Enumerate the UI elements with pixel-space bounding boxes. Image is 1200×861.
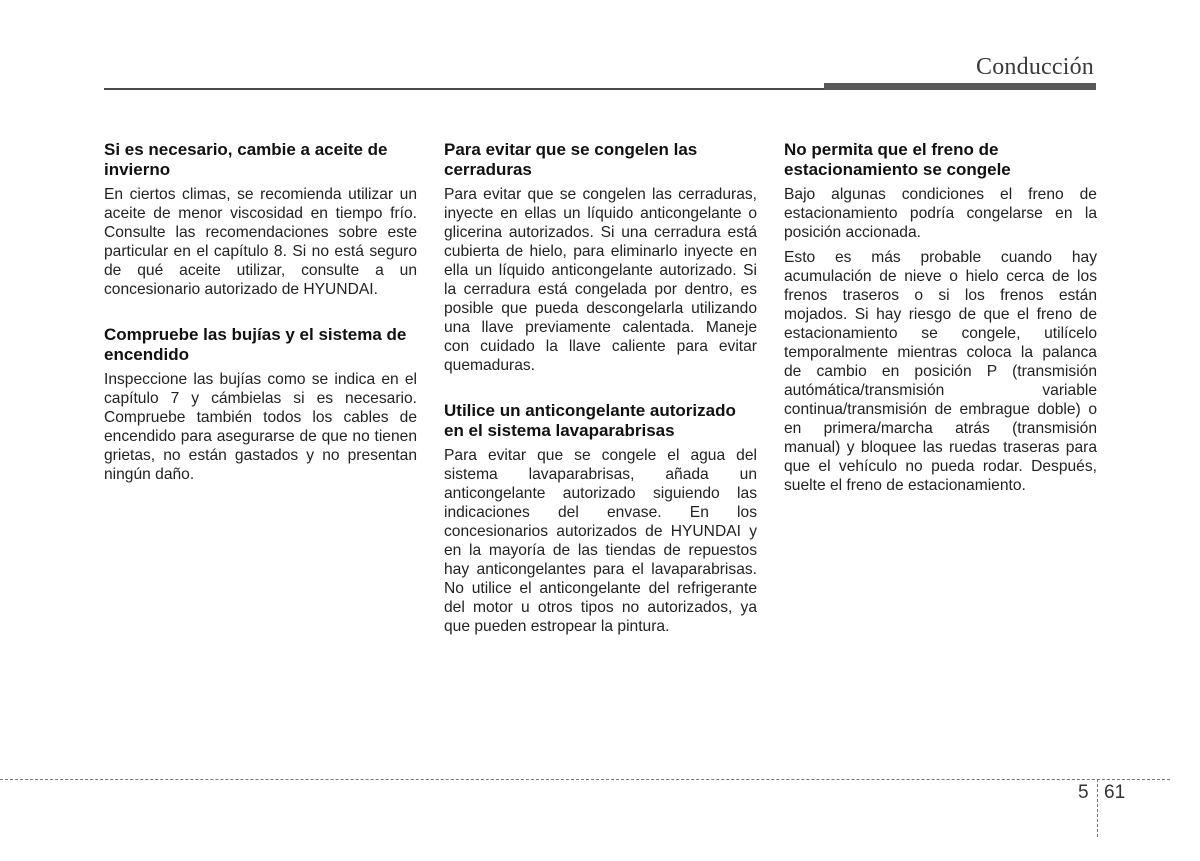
section-heading: Para evitar que se congelen las cerraduras	[444, 140, 698, 179]
section-spark-plugs	[104, 325, 417, 484]
section-frozen-locks	[444, 140, 757, 375]
footer-dashed-rule	[0, 779, 1170, 780]
section-heading: No permita que el freno de estacionamiento se congele	[784, 140, 1011, 179]
header-rule-thin	[104, 88, 824, 90]
header-title: Conducción	[976, 54, 1094, 80]
section-heading: Compruebe las bujías y el sistema de encendido	[104, 325, 407, 364]
section-paragraph: En ciertos climas, se recomienda utilizar un aceite de menor viscosidad en tiempo frío. Consulte las recomendaciones sobre este particular en el capítulo 8. Si no está seguro de qué aceite utilizar, consulte a un concesionario autorizado de HYUNDAI.	[104, 186, 417, 298]
section-heading: Si es necesario, cambie a aceite de invierno	[104, 140, 388, 179]
column-2	[444, 140, 757, 662]
section-paragraph: Esto es más probable cuando hay acumulación de nieve o hielo cerca de los frenos traseros o si los frenos están mojados. Si hay riesgo de que el freno de estacionamiento se congele, utilícelo temporalmente mientras coloca la palanca de cambio en posición P (transmisión autómática/transmisión variable continua/transmisión de embrague doble) o en primera/marcha atrás (transmisión manual) y bloquee las ruedas traseras para que el vehículo no pueda rodar. Después, suelte el freno de estacionamiento.	[784, 249, 1097, 494]
section-paragraph: Para evitar que se congele el agua del sistema lavaparabrisas, añada un anticongelante autorizado siguiendo las indicaciones del envase. En los concesionarios autorizados de HYUNDAI y en la mayoría de las tiendas de repuestos hay anticongelantes para el lavaparabrisas. No utilice el anticongelante del refrigerante del motor u otros tipos no autorizados, ya que pueden estropear la pintura.	[444, 447, 757, 635]
section-paragraph: Inspeccione las bujías como se indica en el capítulo 7 y cámbielas si es necesario. Compruebe también todos los cables de encendido para asegurarse de que no tienen grietas, no están gastados y no presentan ningún daño.	[104, 371, 417, 483]
section-paragraph: Bajo algunas condiciones el freno de estacionamiento podría congelarse en la posición accionada.	[784, 186, 1097, 241]
section-washer-antifreeze	[444, 401, 757, 636]
column-1	[104, 140, 417, 510]
header-rule-thick	[824, 83, 1096, 90]
section-heading: Utilice un anticongelante autorizado en el sistema lavaparabrisas	[444, 401, 736, 440]
section-parking-brake	[784, 140, 1097, 495]
footer-dashed-divider	[1097, 779, 1098, 837]
section-paragraph: Para evitar que se congelen las cerraduras, inyecte en ellas un líquido anticongelante o glicerina autorizados. Si una cerradura está cubierta de hielo, para eliminarlo inyecte en ella un líquido anticongelante autorizado. Si la cerradura está congelada por dentro, es posible que pueda descongelarla utilizando una llave previamente calentada. Maneje con cuidado la llave caliente para evitar quemaduras.	[444, 186, 757, 374]
column-3	[784, 140, 1097, 521]
section-winter-oil	[104, 140, 417, 299]
page-number: 61	[1104, 782, 1126, 803]
chapter-number: 5	[1078, 782, 1089, 803]
